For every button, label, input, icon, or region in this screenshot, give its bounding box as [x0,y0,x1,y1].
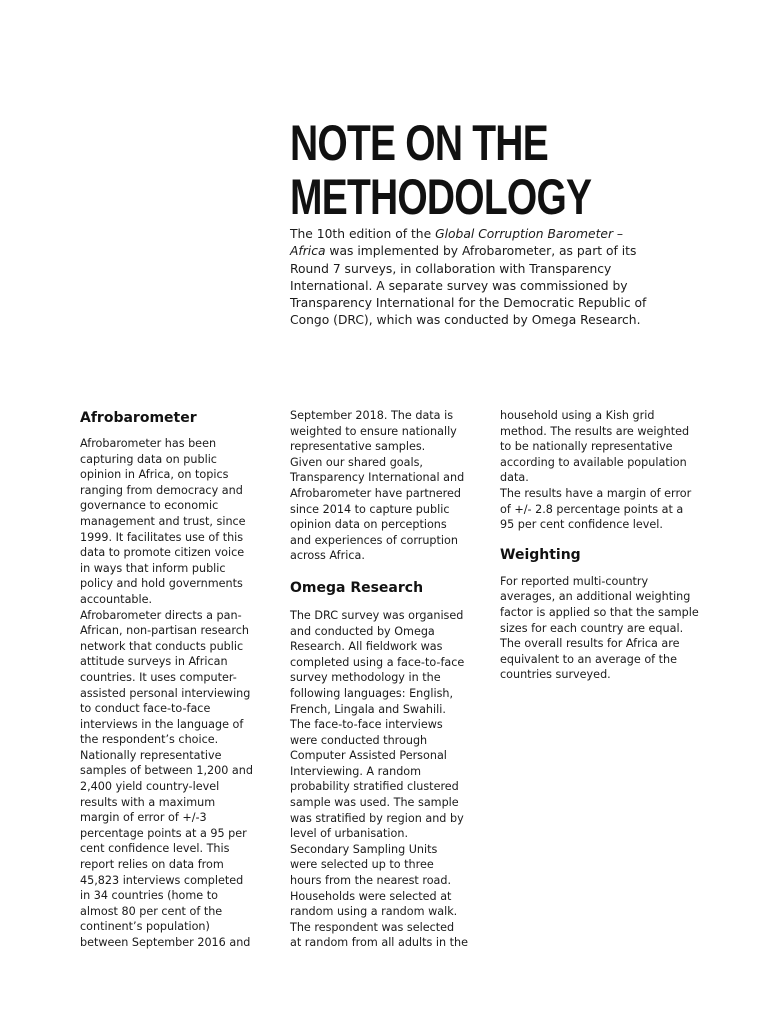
paragraph: The results have a margin of error of +/- 2.8 percentage points at a 95 per cent confidence level. [500,486,692,532]
paragraph: household using a Kish grid method. The results are weighted to be nationally representative according to available population data. [500,409,690,485]
intro-text-post: was implemented by Afrobarometer, as part of its Round 7 surveys, in collaboration with Transparency International. A separate survey was commissioned by Transparency International for the Democratic Republic of Congo (DRC), which was conducted by Omega Research. [290,244,647,328]
intro-report-title: Global Corruption Barometer – Africa [290,227,624,259]
paragraph: The face-to-face interviews were conducted through Computer Assisted Personal Interviewing. A random probability stratified clustered sample was used. The sample was stratified by region and by level of urbanisation. Secondary Sampling Units were selected up to three hours from the nearest road. Households were selected at random using a random walk. The respondent was selected at random from all adults in the [290,718,469,950]
page-title-line-2: METHODOLOGY [290,169,592,225]
column-weighting [500,408,700,683]
paragraph: Afrobarometer directs a pan-African, non-partisan research network that conducts public attitude surveys in African countries. It uses computer-assisted personal interviewing to conduct face-to-face interviews in the language of the respondent’s choice. Nationally representative samples of between 1,200 and 2,400 yield country-level results with a maximum margin of error of +/-3 percentage points at a 95 per cent confidence level. This report relies on data from 45,823 interviews completed in 34 countries (home to almost 80 per cent of the continent’s population) between September 2016 and [80,608,253,949]
column-omega-research [290,408,468,951]
intro-text-pre: The 10th edition of the [290,227,436,241]
paragraph: Given our shared goals, Transparency International and Afrobarometer have partnered since 2014 to capture public opinion data on perceptions and experiences of corruption across Africa. [290,455,465,563]
paragraph: September 2018. The data is weighted to ensure nationally representative samples. [290,409,457,454]
intro-paragraph [290,226,660,330]
section-heading-weighting: Weighting [500,546,581,563]
section-heading-omega-research: Omega Research [290,579,424,596]
paragraph: The DRC survey was organised and conducted by Omega Research. All fieldwork was completed using a face-to-face survey methodology in the following languages: English, French, Lingala and Swahili. [290,608,465,716]
paragraph: For reported multi-country averages, an additional weighting factor is applied so that the sample sizes for each country are equal. The overall results for Africa are equivalent to an average of the countries surveyed. [500,574,699,682]
paragraph: Afrobarometer has been capturing data on public opinion in Africa, on topics ranging from democracy and governance to economic management and trust, since 1999. It facilitates use of this data to promote citizen voice in ways that inform public policy and hold governments accountable. [80,437,246,606]
column-afrobarometer [80,408,256,951]
page-title-line-1: NOTE ON THE [290,115,548,171]
page-title [290,116,591,224]
section-heading-afrobarometer: Afrobarometer [80,410,197,426]
